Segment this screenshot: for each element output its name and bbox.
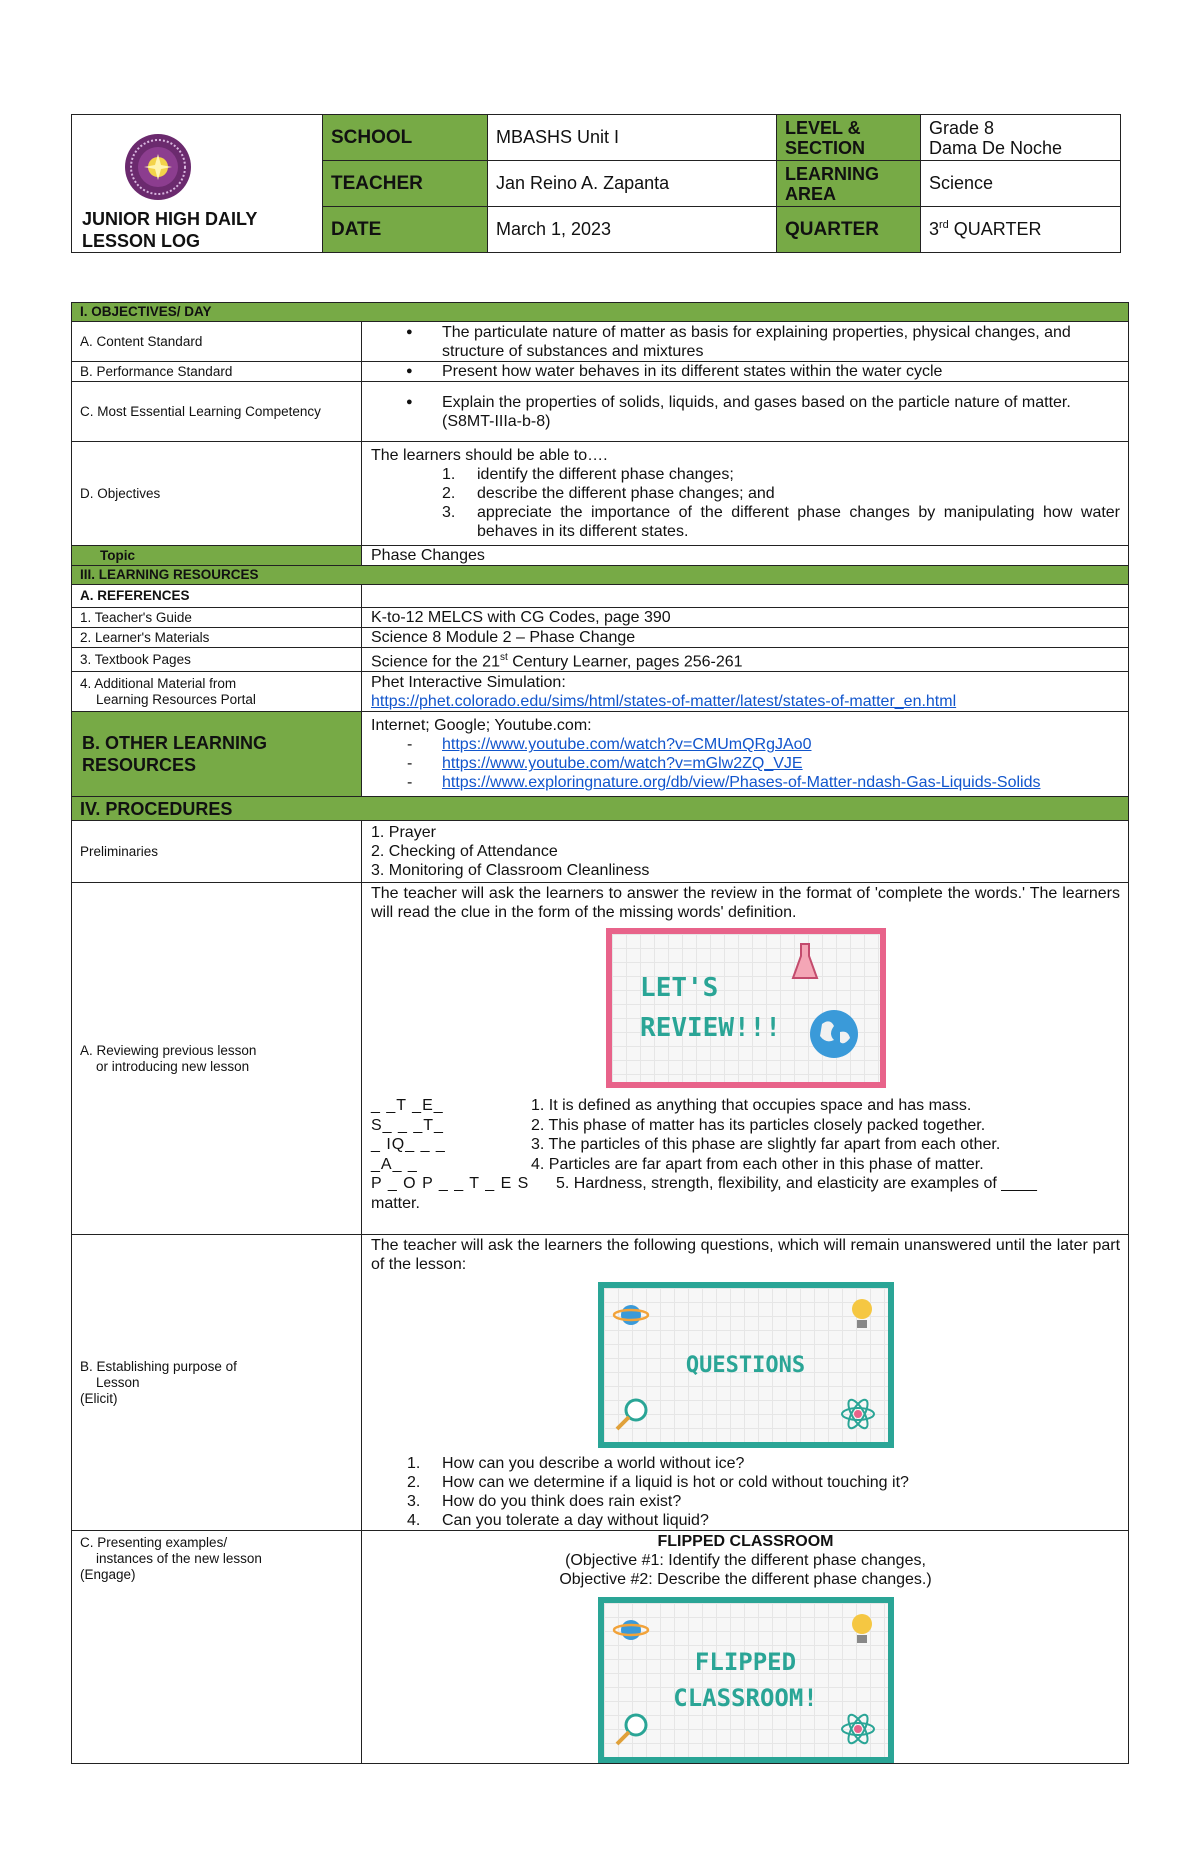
review-card-line-2: REVIEW!!!	[640, 1013, 781, 1044]
magnifier-icon	[612, 1394, 652, 1434]
quarter-value	[921, 207, 1121, 253]
melc	[371, 393, 1120, 431]
flipped-objective-1: (Objective #1: Identify the different phase changes,	[565, 1552, 926, 1570]
references-label: A. REFERENCES	[72, 585, 362, 608]
topic: Phase Changes	[362, 546, 1129, 566]
flask-icon	[790, 942, 820, 982]
flipped-card-line-2: CLASSROOM!	[673, 1684, 818, 1713]
review-card-line-1: LET'S	[640, 973, 719, 1004]
review-items	[371, 1096, 1120, 1213]
date-label: DATE	[323, 207, 488, 253]
preliminaries-label: Preliminaries	[72, 821, 362, 883]
planet-icon	[612, 1296, 650, 1334]
header-table	[71, 114, 1121, 253]
section-resources: III. LEARNING RESOURCES	[72, 566, 1129, 585]
flipped-card-line-1: FLIPPED	[694, 1648, 797, 1677]
lightbulb-icon	[848, 1611, 876, 1649]
lesson-table: I. OBJECTIVES/ DAY A. Content Standard ● The particulate nature of matter as basis for explaining properties, physical changes, and structure of substances and mixtures B. Performance Standard ● Present how water behaves in its different states within the water cycle C. Most Essential Learning Competency ● Explain the properties of solids, liquids, and gases based on the particle nature of matter. (S8MT-IIIa-b-8) D. Objectives The learners should be able to…. 1. identify the different phase changes; 2. describe the different phase changes; and 3. appreciate the importance of the different phase changes by manipulating how water behaves in its different states. Topic Phase Changes III. LEARNING RESOURCES A. REFERENCES 1. Teacher's Guide K-to-12 MELCS with CG Codes, page 390 2. Learner's Materials Science 8 Module 2 – Phase Change 3. Textbook Pages Science for the 21st Century Learner, pages 256-261 4. Additional Material from Learning Resources Portal Phet Interactive Simulation: https://phet.colorado.edu/sims/html/states-of-matter/latest/states-of-matter_en.html B. OTHER LEARNING RESOURCES Internet; Google; Youtube.com: - https://www.youtube.com/watch?v=CMUmQRgJAo0 - https://www.youtube.com/watch?v=mGlw2ZQ_VJE - https://www.exploringnature.org/db/view/Phases-of-Matter-ndash-Gas-Liquids-Solids IV. PROCEDURES Preliminaries 1. Prayer 2. Checking of Attendance 3. Monitoring of Classroom Cleanliness A. Reviewing previous lesson or introducing new lesson The teacher will ask the learners to answer the review in the format of 'complete the words.' The learners will read the clue in the form of the missing words' definition. LET'S REVIEW!!! _ _T _E_ 1. It is defined as anything that occupies space and has mass. S_ _ _T_ 2. This phase of matter has its particles closely packed together. _ IQ_ _ _ 3. The particles of this phase are slightly far apart from each other. _A_ _ 4. Particles are far apart from each other in this phase of matter. P _ O P _ _ T _ E S 5. Hardness, strength, flexibility, and elasticity are examples of ____ matter. B. Establishing purpose of Lesson (Elicit) The teacher will ask the learners the following questions, which will remain unanswered until the later part of the lesson: QUESTIONS 1. How can you describe a world without ice? 2. How can we determine if a liquid is hot or cold without touching it? 3. How do you think does rain exist? 4. Can you tolerate a day without liquid? C. Presenting examples/ instances of the new lesson (Engage) FLIPPED CLASSROOM (Objective #1: Identify the different phase changes, Objective #2: Describe the different phase changes.) FLIPPED CLASSROOM!	[71, 302, 1129, 1764]
learners-materials-label: 2. Learner's Materials	[72, 628, 362, 648]
exploringnature-link[interactable]: https://www.exploringnature.org/db/view/Phases-of-Matter-ndash-Gas-Liquids-Solids	[442, 774, 1041, 792]
phet-link[interactable]: https://phet.colorado.edu/sims/html/states-of-matter/latest/states-of-matter_en.html	[371, 692, 957, 710]
objectives-label: D. Objectives	[72, 442, 362, 546]
presenting-label: C. Presenting examples/ instances of the new lesson (Engage)	[72, 1531, 362, 1764]
magnifier-icon	[612, 1709, 652, 1749]
review-label: A. Reviewing previous lesson or introducing new lesson	[72, 883, 362, 1235]
review-word: _A_ _	[371, 1155, 418, 1173]
date-value: March 1, 2023	[488, 207, 777, 253]
review-clue: 4. Particles are far apart from each other in this phase of matter.	[531, 1155, 984, 1173]
teachers-guide: K-to-12 MELCS with CG Codes, page 390	[362, 608, 1129, 628]
area-label: LEARNING AREA	[777, 161, 921, 207]
logo-cell	[72, 115, 323, 253]
teacher-label: TEACHER	[323, 161, 488, 207]
youtube-link-2[interactable]: https://www.youtube.com/watch?v=mGlw2ZQ_VJE	[442, 755, 803, 773]
quarter-num: 3	[929, 219, 940, 239]
learners-materials: Science 8 Module 2 – Phase Change	[362, 628, 1129, 648]
textbook-pages: Science for the 21st Century Learner, pages 256-261	[362, 648, 1129, 672]
content-standard: ● The particulate nature of matter as basis for explaining properties, physical changes, and structure of substances and mixtures	[371, 323, 1120, 361]
quarter-label: QUARTER	[777, 207, 921, 253]
review-word: P _ O P _ _ T _ E S	[371, 1175, 530, 1193]
review-clue-tail: matter.	[371, 1194, 420, 1212]
textbook-label: 3. Textbook Pages	[72, 648, 362, 672]
question-item: 1. How can you describe a world without ice?	[407, 1455, 745, 1473]
purpose-label: B. Establishing purpose of Lesson (Elicit)	[72, 1235, 362, 1531]
lightbulb-icon	[848, 1296, 876, 1334]
question-item: 3. How do you think does rain exist?	[407, 1493, 682, 1511]
teacher-value: Jan Reino A. Zapanta	[488, 161, 777, 207]
melc-text: Explain the properties of solids, liquids, and gases based on the particle nature of matter.	[442, 393, 1071, 411]
flipped-objective-2: Objective #2: Describe the different phase changes.)	[559, 1571, 932, 1589]
purpose-intro: The teacher will ask the learners the following questions, which will remain unanswered until the later part of the lesson:	[371, 1237, 1121, 1274]
performance-standard-label: B. Performance Standard	[72, 362, 362, 382]
questions-card-title: QUESTIONS	[685, 1352, 806, 1378]
topic-label: Topic	[72, 546, 362, 566]
objective-item: 3. appreciate the importance of the different phase changes by manipulating how water behaves in its different states.	[442, 504, 1121, 540]
objective-item: 1. identify the different phase changes;	[442, 466, 734, 483]
review-clue: 2. This phase of matter has its particles closely packed together.	[531, 1116, 986, 1134]
objective-item: 2. describe the different phase changes; and	[442, 485, 775, 502]
atom-icon	[838, 1709, 878, 1749]
flipped-classroom-card	[598, 1597, 894, 1763]
youtube-link-1[interactable]: https://www.youtube.com/watch?v=CMUmQRgJAo0	[442, 736, 812, 754]
content-standard-label: A. Content Standard	[72, 322, 362, 362]
section-text: Dama De Noche	[929, 137, 1063, 158]
melc-code: (S8MT-IIIa-b-8)	[442, 412, 551, 430]
globe-icon	[804, 1004, 864, 1064]
section-procedures: IV. PROCEDURES	[72, 797, 1129, 821]
other-resources-intro: Internet; Google; Youtube.com:	[371, 717, 592, 735]
school-value: MBASHS Unit I	[488, 115, 777, 161]
quarter-text: QUARTER	[948, 219, 1042, 239]
melc-label: C. Most Essential Learning Competency	[72, 382, 362, 442]
level-value	[921, 115, 1121, 161]
planet-icon	[612, 1611, 650, 1649]
review-word: _ IQ_ _ _	[371, 1136, 446, 1154]
objectives-intro: The learners should be able to….	[371, 447, 608, 464]
review-intro: The teacher will ask the learners to answer the review in the format of 'complete the words.' The learners will read the clue in the form of the missing words' definition.	[371, 885, 1121, 922]
objectives-list	[371, 465, 1120, 541]
performance-standard: ● Present how water behaves in its different states within the water cycle	[371, 362, 1120, 381]
additional-material-label: 4. Additional Material from Learning Resources Portal	[72, 672, 362, 712]
preliminaries: 1. Prayer 2. Checking of Attendance 3. Monitoring of Classroom Cleanliness	[362, 821, 1129, 883]
atom-icon	[838, 1394, 878, 1434]
log-title: JUNIOR HIGH DAILY LESSON LOG	[82, 209, 258, 251]
question-item: 4. Can you tolerate a day without liquid?	[407, 1512, 709, 1530]
review-clue: 3. The particles of this phase are slightly far apart from each other.	[531, 1136, 1001, 1154]
review-clue: 5. Hardness, strength, flexibility, and elasticity are examples of ____	[556, 1175, 1037, 1193]
flipped-title: FLIPPED CLASSROOM	[657, 1533, 834, 1551]
review-clue: 1. It is defined as anything that occupies space and has mass.	[531, 1097, 972, 1115]
questions-list	[371, 1454, 1120, 1530]
questions-card	[598, 1282, 894, 1448]
teachers-guide-label: 1. Teacher's Guide	[72, 608, 362, 628]
area-value: Science	[921, 161, 1121, 207]
question-item: 2. How can we determine if a liquid is hot or cold without touching it?	[407, 1474, 909, 1492]
level-label: LEVEL & SECTION	[777, 115, 921, 161]
review-word: S_ _ _T_	[371, 1116, 444, 1134]
quarter-sup: rd	[939, 219, 949, 231]
school-label: SCHOOL	[323, 115, 488, 161]
other-resources-label: B. OTHER LEARNING RESOURCES	[72, 712, 362, 797]
additional-material: Phet Interactive Simulation:	[371, 673, 566, 691]
review-word: _ _T _E_	[371, 1097, 444, 1115]
section-objectives: I. OBJECTIVES/ DAY	[72, 303, 1129, 322]
grade-text: Grade 8	[929, 117, 995, 138]
school-seal-icon	[118, 132, 198, 202]
lets-review-card	[606, 928, 886, 1088]
